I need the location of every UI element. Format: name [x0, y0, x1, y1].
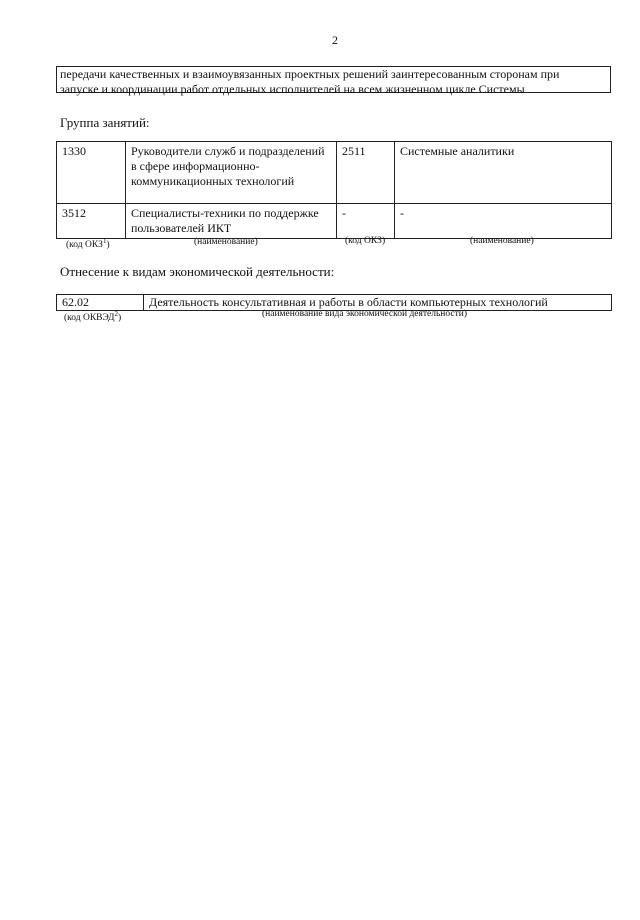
table-row — [57, 142, 612, 204]
okz-code-cell: 2511 — [337, 142, 395, 204]
table-row — [57, 204, 612, 239]
occupation-name-cell: Руководители служб и подразделений в сфере информационно-коммуникационных технологий — [126, 142, 337, 204]
caption-okz-code-2: (код ОКЗ) — [345, 236, 386, 246]
page-number: 2 — [332, 33, 338, 47]
intro-line-2: запуске и координации работ отдельных исполнителей на всем жизненном цикле Системы — [60, 82, 525, 96]
occupation-name-cell: - — [395, 204, 612, 239]
caption-name-2: (наименование) — [470, 236, 534, 246]
caption-okved-code: (код ОКВЭД$^2$) — [64, 310, 122, 324]
economic-activity-heading: Отнесение к видам экономической деятельности: — [60, 264, 335, 279]
okz-code-cell: 1330 — [57, 142, 126, 204]
caption-okz-code: (код ОКЗ$^1$) — [66, 237, 110, 251]
occupation-name-cell: Специалисты-техники по поддержке пользователей ИКТ — [126, 204, 337, 239]
okz-code-cell: - — [337, 204, 395, 239]
occupation-group-table — [56, 141, 612, 239]
okz-code-cell: 3512 — [57, 204, 126, 239]
caption-name: (наименование) — [194, 237, 258, 247]
occupation-group-heading: Группа занятий: — [60, 115, 150, 130]
intro-line-1: передачи качественных и взаимоувязанных проектных решений заинтересованным сторонам при — [60, 67, 560, 81]
intro-text-box — [56, 66, 611, 96]
okved-code-cell: 62.02 — [57, 295, 144, 311]
activity-name-cell: Деятельность консультативная и работы в области компьютерных технологий — [144, 295, 612, 311]
occupation-name-cell: Системные аналитики — [395, 142, 612, 204]
caption-activity-name: (наименование вида экономической деятельности) — [262, 309, 467, 319]
